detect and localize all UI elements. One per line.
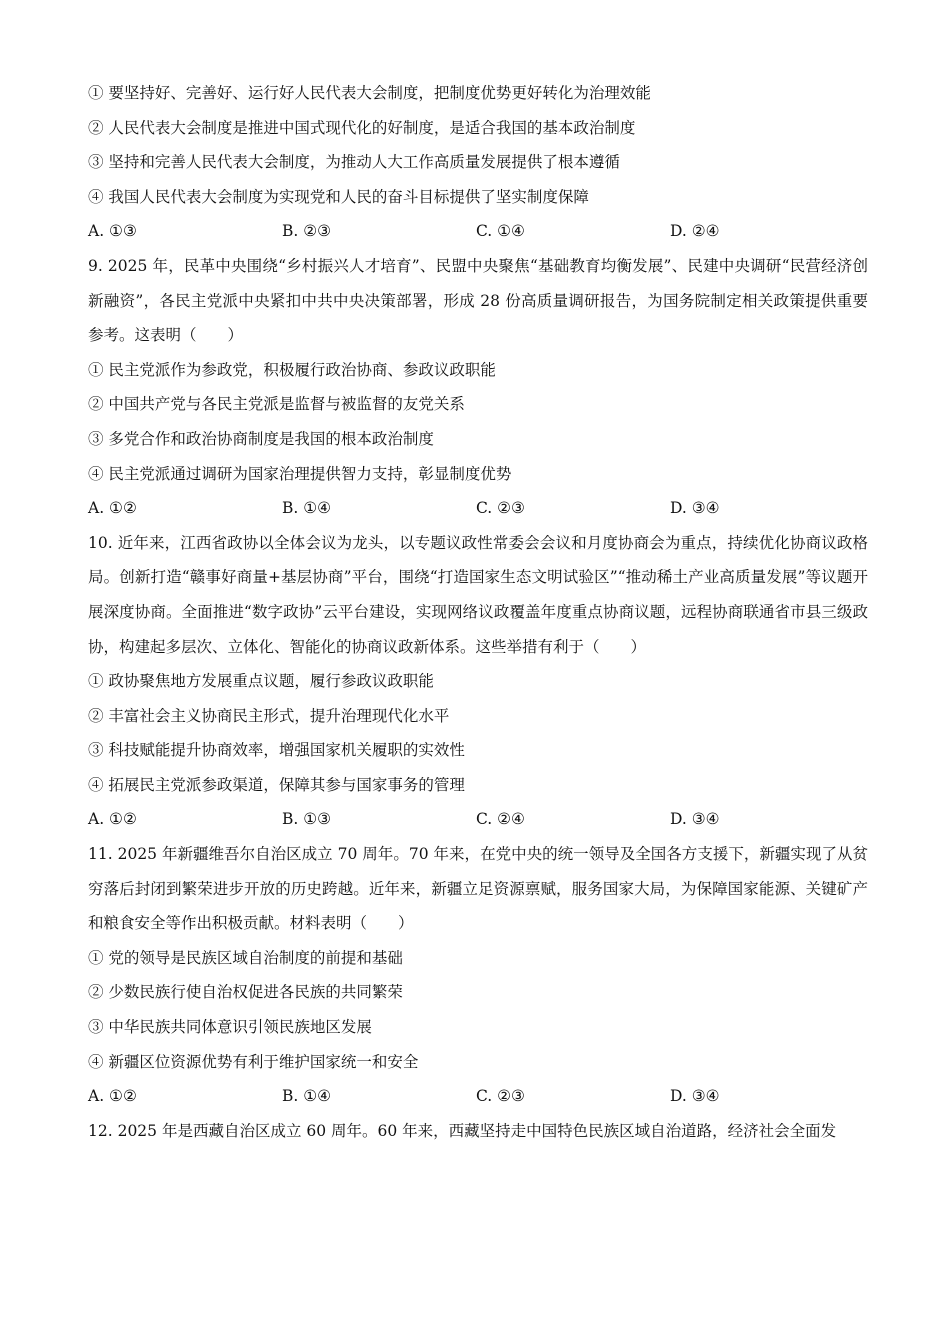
q8-option-b: B. ②③ xyxy=(282,222,332,241)
q12-stem: 12. 2025 年是西藏自治区成立 60 周年。60 年来，西藏坚持走中国特色民族区域自治道路，经济社会全面发 xyxy=(88,1121,837,1140)
q10-option-c: C. ②④ xyxy=(476,810,525,829)
q8-option-d: D. ②④ xyxy=(670,222,720,241)
q11-statement-2: ② 少数民族行使自治权促进各民族的共同繁荣 xyxy=(88,983,403,1002)
q9-statement-4: ④ 民主党派通过调研为国家治理提供智力支持，彰显制度优势 xyxy=(88,464,512,483)
q8-option-c: C. ①④ xyxy=(476,222,525,241)
q8-options xyxy=(88,214,868,249)
q9-statement-3: ③ 多党合作和政治协商制度是我国的根本政治制度 xyxy=(88,429,434,448)
q11-option-b: B. ①④ xyxy=(282,1087,332,1106)
q10-stem: 10. 近年来，江西省政协以全体会议为龙头，以专题议政性常委会会议和月度协商会为重点，持续优化协商议政格局。创新打造“赣事好商量+基层协商”平台，围绕“打造国家生态文明试验区”“推动稀土产业高质量发展”等议题开展深度协商。全面推进“数字政协”云平台建设，实现网络议政覆盖年度重点协商议题，远程协商联通省市县三级政协，构建起多层次、立体化、智能化的协商议政新体系。这些举措有利于（ ） xyxy=(88,533,868,656)
q10-statement-2: ② 丰富社会主义协商民主形式，提升治理现代化水平 xyxy=(88,706,450,725)
q9-statement-2: ② 中国共产党与各民主党派是监督与被监督的友党关系 xyxy=(88,395,465,414)
question-8 xyxy=(88,76,868,249)
q9-option-c: C. ②③ xyxy=(476,499,525,518)
q10-option-b: B. ①③ xyxy=(282,810,332,829)
q10-statement-4: ④ 拓展民主党派参政渠道，保障其参与国家事务的管理 xyxy=(88,775,465,794)
q10-option-a: A. ①② xyxy=(88,810,137,829)
question-11 xyxy=(88,837,868,1114)
q11-options xyxy=(88,1079,868,1114)
q10-statement-1: ① 政协聚焦地方发展重点议题，履行参政议政职能 xyxy=(88,672,434,691)
q11-stem: 11. 2025 年新疆维吾尔自治区成立 70 周年。70 年来，在党中央的统一领导及全国各方支援下，新疆实现了从贫穷落后封闭到繁荣进步开放的历史跨越。近年来，新疆立足资源禀赋，服务国家大局，为保障国家能源、关键矿产和粮食安全等作出积极贡献。材料表明（ ） xyxy=(88,845,868,933)
q11-statement-1: ① 党的领导是民族区域自治制度的前提和基础 xyxy=(88,948,403,967)
q9-stem: 9. 2025 年，民革中央围绕“乡村振兴人才培育”、民盟中央聚焦“基础教育均衡发展”、民建中央调研“民营经济创新融资”，各民主党派中央紧扣中共中央决策部署，形成 28 份高质量调研报告，为国务院制定相关政策提供重要参考。这表明（ ） xyxy=(88,256,868,345)
q9-options xyxy=(88,491,868,526)
q8-statement-2: ② 人民代表大会制度是推进中国式现代化的好制度，是适合我国的基本政治制度 xyxy=(88,118,636,137)
question-12 xyxy=(88,1114,868,1149)
q9-option-d: D. ③④ xyxy=(670,499,720,518)
q10-option-d: D. ③④ xyxy=(670,810,720,829)
q9-option-b: B. ①④ xyxy=(282,499,332,518)
q9-statement-1: ① 民主党派作为参政党，积极履行政治协商、参政议政职能 xyxy=(88,360,496,379)
q10-statement-3: ③ 科技赋能提升协商效率，增强国家机关履职的实效性 xyxy=(88,741,465,760)
q8-option-a: A. ①③ xyxy=(88,222,137,241)
q11-statement-3: ③ 中华民族共同体意识引领民族地区发展 xyxy=(88,1018,372,1037)
q11-option-d: D. ③④ xyxy=(670,1087,720,1106)
q8-statement-3: ③ 坚持和完善人民代表大会制度，为推动人大工作高质量发展提供了根本遵循 xyxy=(88,153,620,172)
q8-statement-4: ④ 我国人民代表大会制度为实现党和人民的奋斗目标提供了坚实制度保障 xyxy=(88,187,589,206)
q11-option-c: C. ②③ xyxy=(476,1087,525,1106)
q9-option-a: A. ①② xyxy=(88,499,137,518)
question-10 xyxy=(88,526,868,837)
q11-option-a: A. ①② xyxy=(88,1087,137,1106)
page-content xyxy=(88,76,868,1148)
q10-options xyxy=(88,802,868,837)
q8-statement-1: ① 要坚持好、完善好、运行好人民代表大会制度，把制度优势更好转化为治理效能 xyxy=(88,84,651,102)
q11-statement-4: ④ 新疆区位资源优势有利于维护国家统一和安全 xyxy=(88,1052,419,1071)
question-9 xyxy=(88,249,868,526)
